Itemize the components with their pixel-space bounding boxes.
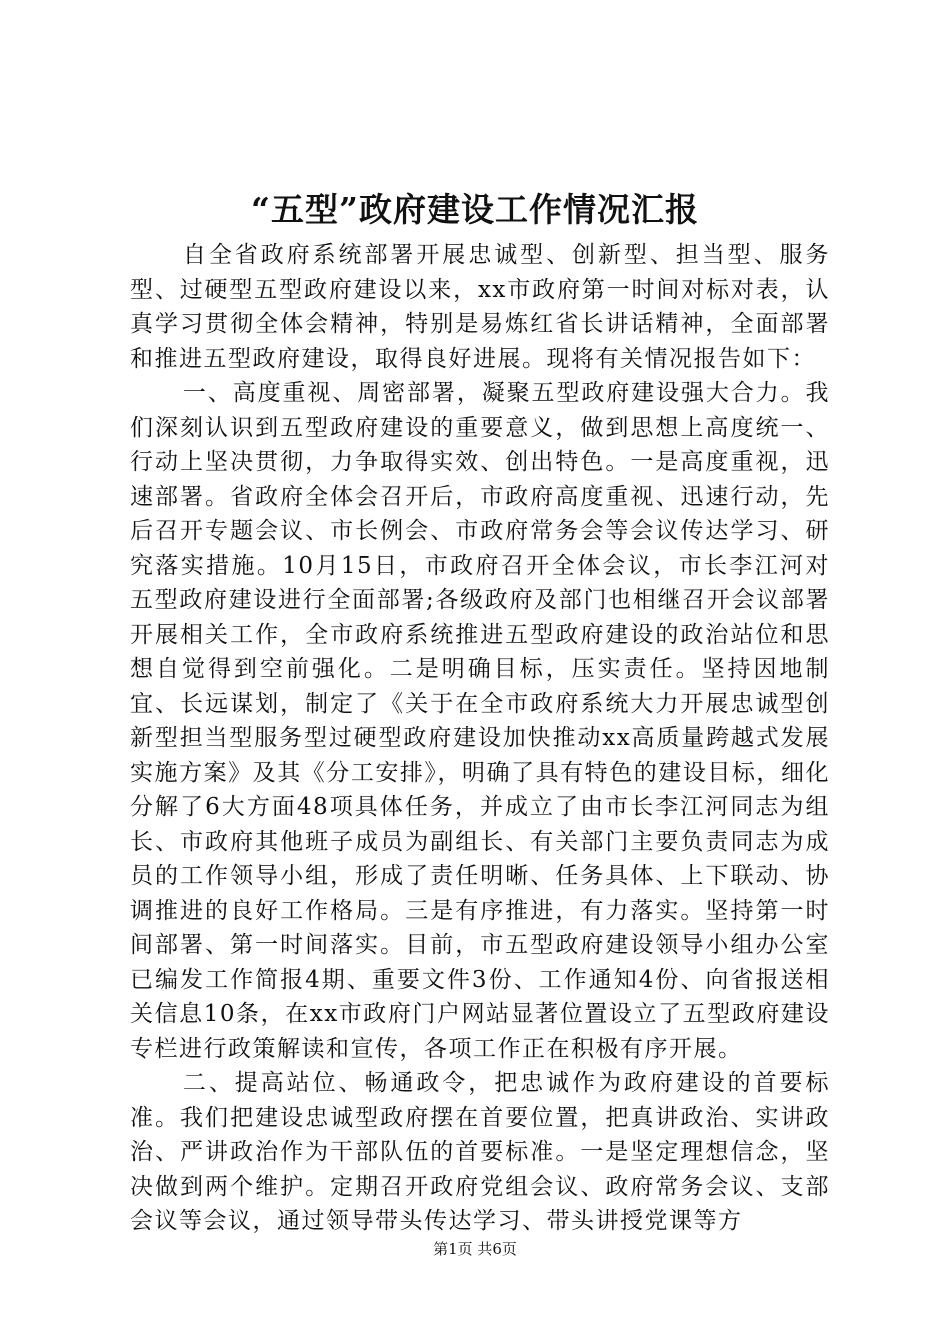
paragraph-intro: 自全省政府系统部署开展忠诚型、创新型、担当型、服务型、过硬型五型政府建设以来，xx市政府第一时间对标对表，认真学习贯彻全体会精神，特别是易炼红省长讲话精神，全面部署和推进五型政府建设，取得良好进展。现将有关情况报告如下： [130,242,830,372]
page-number-footer: 第1页 共6页 [433,1240,517,1258]
paragraph-section-2: 二、提高站位、畅通政令，把忠诚作为政府建设的首要标准。我们把建设忠诚型政府摆在首要位置，把真讲政治、实讲政治、严讲政治作为干部队伍的首要标准。一是坚定理想信念，坚决做到两个维护。定期召开政府党组会议、政府常务会议、支部会议等会议，通过领导带头传达学习、带头讲授党课等方 [130,1070,830,1234]
document-title: “五型”政府建设工作情况汇报 [251,190,699,229]
paragraph-section-1: 一、高度重视、周密部署，凝聚五型政府建设强大合力。我们深刻认识到五型政府建设的重要意义，做到思想上高度统一、行动上坚决贯彻，力争取得实效、创出特色。一是高度重视，迅速部署。省政府全体会召开后，市政府高度重视、迅速行动，先后召开专题会议、市长例会、市政府常务会等会议传达学习、研究落实措施。10月15日，市政府召开全体会议，市长李江河对五型政府建设进行全面部署;各级政府及部门也相继召开会议部署开展相关工作，全市政府系统推进五型政府建设的政治站位和思想自觉得到空前强化。二是明确目标，压实责任。坚持因地制宜、长远谋划，制定了《关于在全市政府系统大力开展忠诚型创新型担当型服务型过硬型政府建设加快推动xx高质量跨越式发展实施方案》及其《分工安排》，明确了具有特色的建设目标，细化分解了6大方面48项具体任务，并成立了由市长李江河同志为组长、市政府其他班子成员为副组长、有关部门主要负责同志为成员的工作领导小组，形成了责任明晰、任务具体、上下联动、协调推进的良好工作格局。三是有序推进，有力落实。坚持第一时间部署、第一时间落实。目前，市五型政府建设领导小组办公室已编发工作简报4期、重要文件3份、工作通知4份、向省报送相关信息10条，在xx市政府门户网站显著位置设立了五型政府建设专栏进行政策解读和宣传，各项工作正在积极有序开展。 [130,380,830,1062]
document-body [130,238,830,1239]
